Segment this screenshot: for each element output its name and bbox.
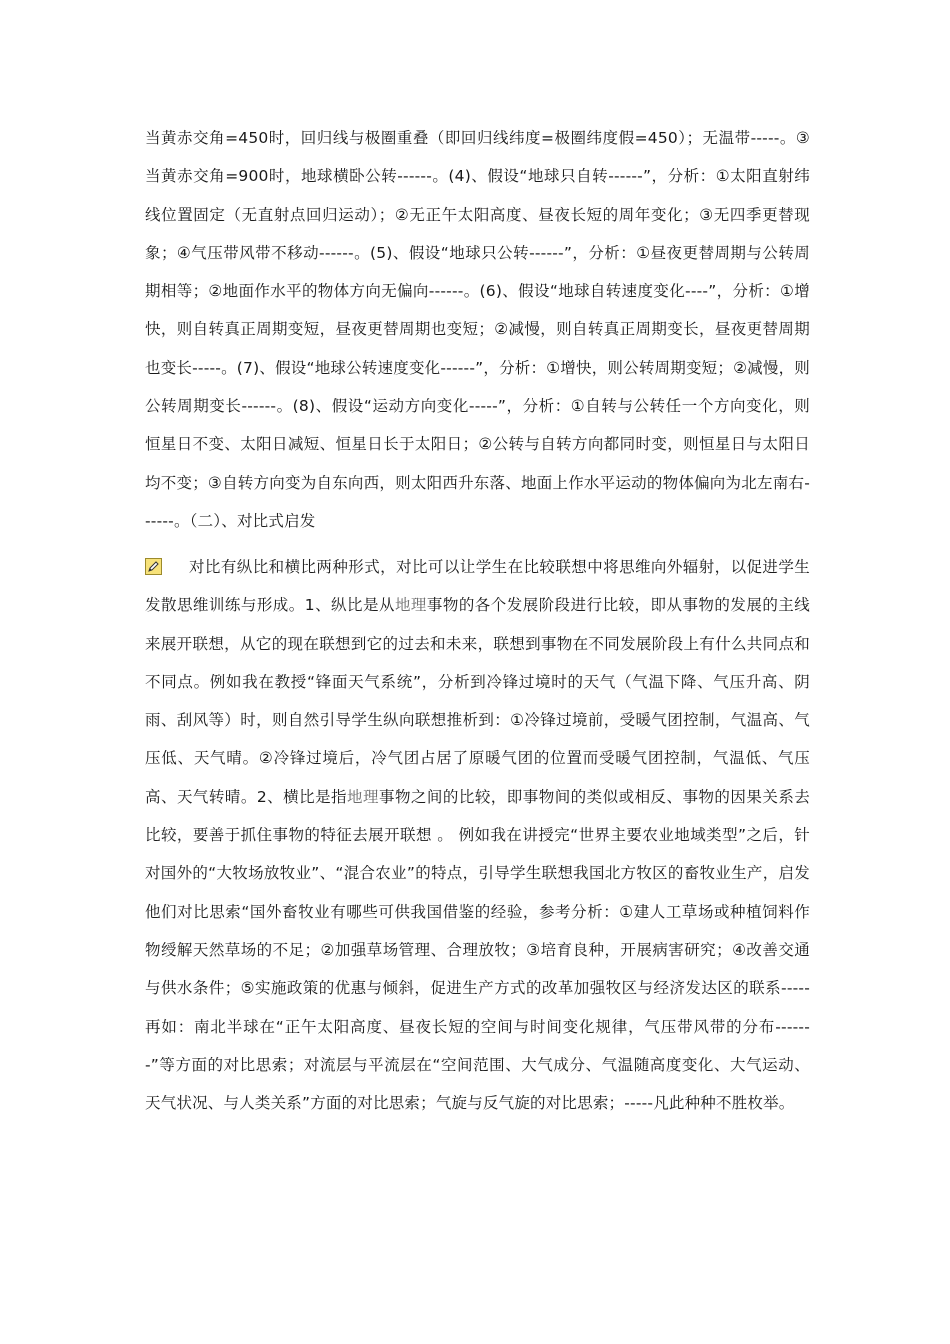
paragraph-text-part-c: 事物之间的比较，即事物间的类似或相反、事物的因果关系去比较，要善于抓住事物的特征去展开联想 。 例如我在讲授完“世界主要农业地域类型”之后，针对国外的“大牧场放牧业”、“混合农业”的特点，引导学生联想我国北方牧区的畜牧业生产，启发他们对比思索“国外畜牧业有哪些可供我国借鉴的经验，参考分析：①建人工草场或种植饲料作物绶解天然草场的不足；②加强草场管理、合理放牧；③培育良种，开展病害研究；④改善交通与供水条件；⑤实施政策的优惠与倾斜，促进生产方式的改革加强牧区与经济发达区的联系----- 再如：南北半球在“正午太阳高度、昼夜长短的空间与时间变化规律，气压带风带的分布-------”等方面的对比思索；对流层与平流层在“空间范围、大气成分、气温随高度变化、大气运动、天气状况、与人类关系”方面的对比思索；气旋与反气旋的对比思索；-----凡此种种不胜枚举。 <box>145 787 811 1113</box>
geography-link[interactable]: 地理 <box>394 596 427 615</box>
paragraph-comparison-method <box>145 548 810 1122</box>
geography-link[interactable]: 地理 <box>347 787 379 806</box>
paragraph-text-part-a: 对比有纵比和横比两种形式，对比可以让学生在比较联想中将思维向外辐射，以促进学生发散思维训练与形成。1、纵比是从 <box>145 558 810 615</box>
paragraph-text-part-b: 事物的各个发展阶段进行比较，即从事物的发展的主线来展开联想，从它的现在联想到它的过去和未来，联想到事物在不同发展阶段上有什么共同点和不同点。例如我在教授“锋面天气系统”，分析到冷锋过境时的天气（气温下降、气压升高、阴雨、刮风等）时，则自然引导学生纵向联想推析到：①冷锋过境前，受暖气团控制，气温高、气压低、天气晴。②冷锋过境后，冷气团占居了原暖气团的位置而受暖气团控制，气温低、气压高、天气转晴。2、横比是指 <box>145 596 810 806</box>
paragraph-earth-motion-hypotheses: 当黄赤交角=450时，回归线与极圈重叠（即回归线纬度=极圈纬度假=450）；无温带-----。③当黄赤交角=900时，地球横卧公转------。(4)、假设“地球只自转------”，分析：①太阳直射纬线位置固定（无直射点回归运动）；②无正午太阳高度、昼夜长短的周年变化；③无四季更替现象；④气压带风带不移动------。(5)、假设“地球只公转------”，分析：①昼夜更替周期与公转周期相等；②地面作水平的物体方向无偏向------。(6)、假设“地球自转速度变化----”，分析：①增快，则自转真正周期变短，昼夜更替周期也变短；②减慢，则自转真正周期变长，昼夜更替周期也变长-----。(7)、假设“地球公转速度变化------”，分析：①增快，则公转周期变短；②减慢，则公转周期变长------。(8)、假设“运动方向变化-----”，分析：①自转与公转任一个方向变化，则恒星日不变、太阳日减短、恒星日长于太阳日；②公转与自转方向都同时变，则恒星日与太阳日均不变；③自转方向变为自东向西，则太阳西升东落、地面上作水平运动的物体偏向为北左南右------。（二）、对比式启发 <box>145 129 810 530</box>
